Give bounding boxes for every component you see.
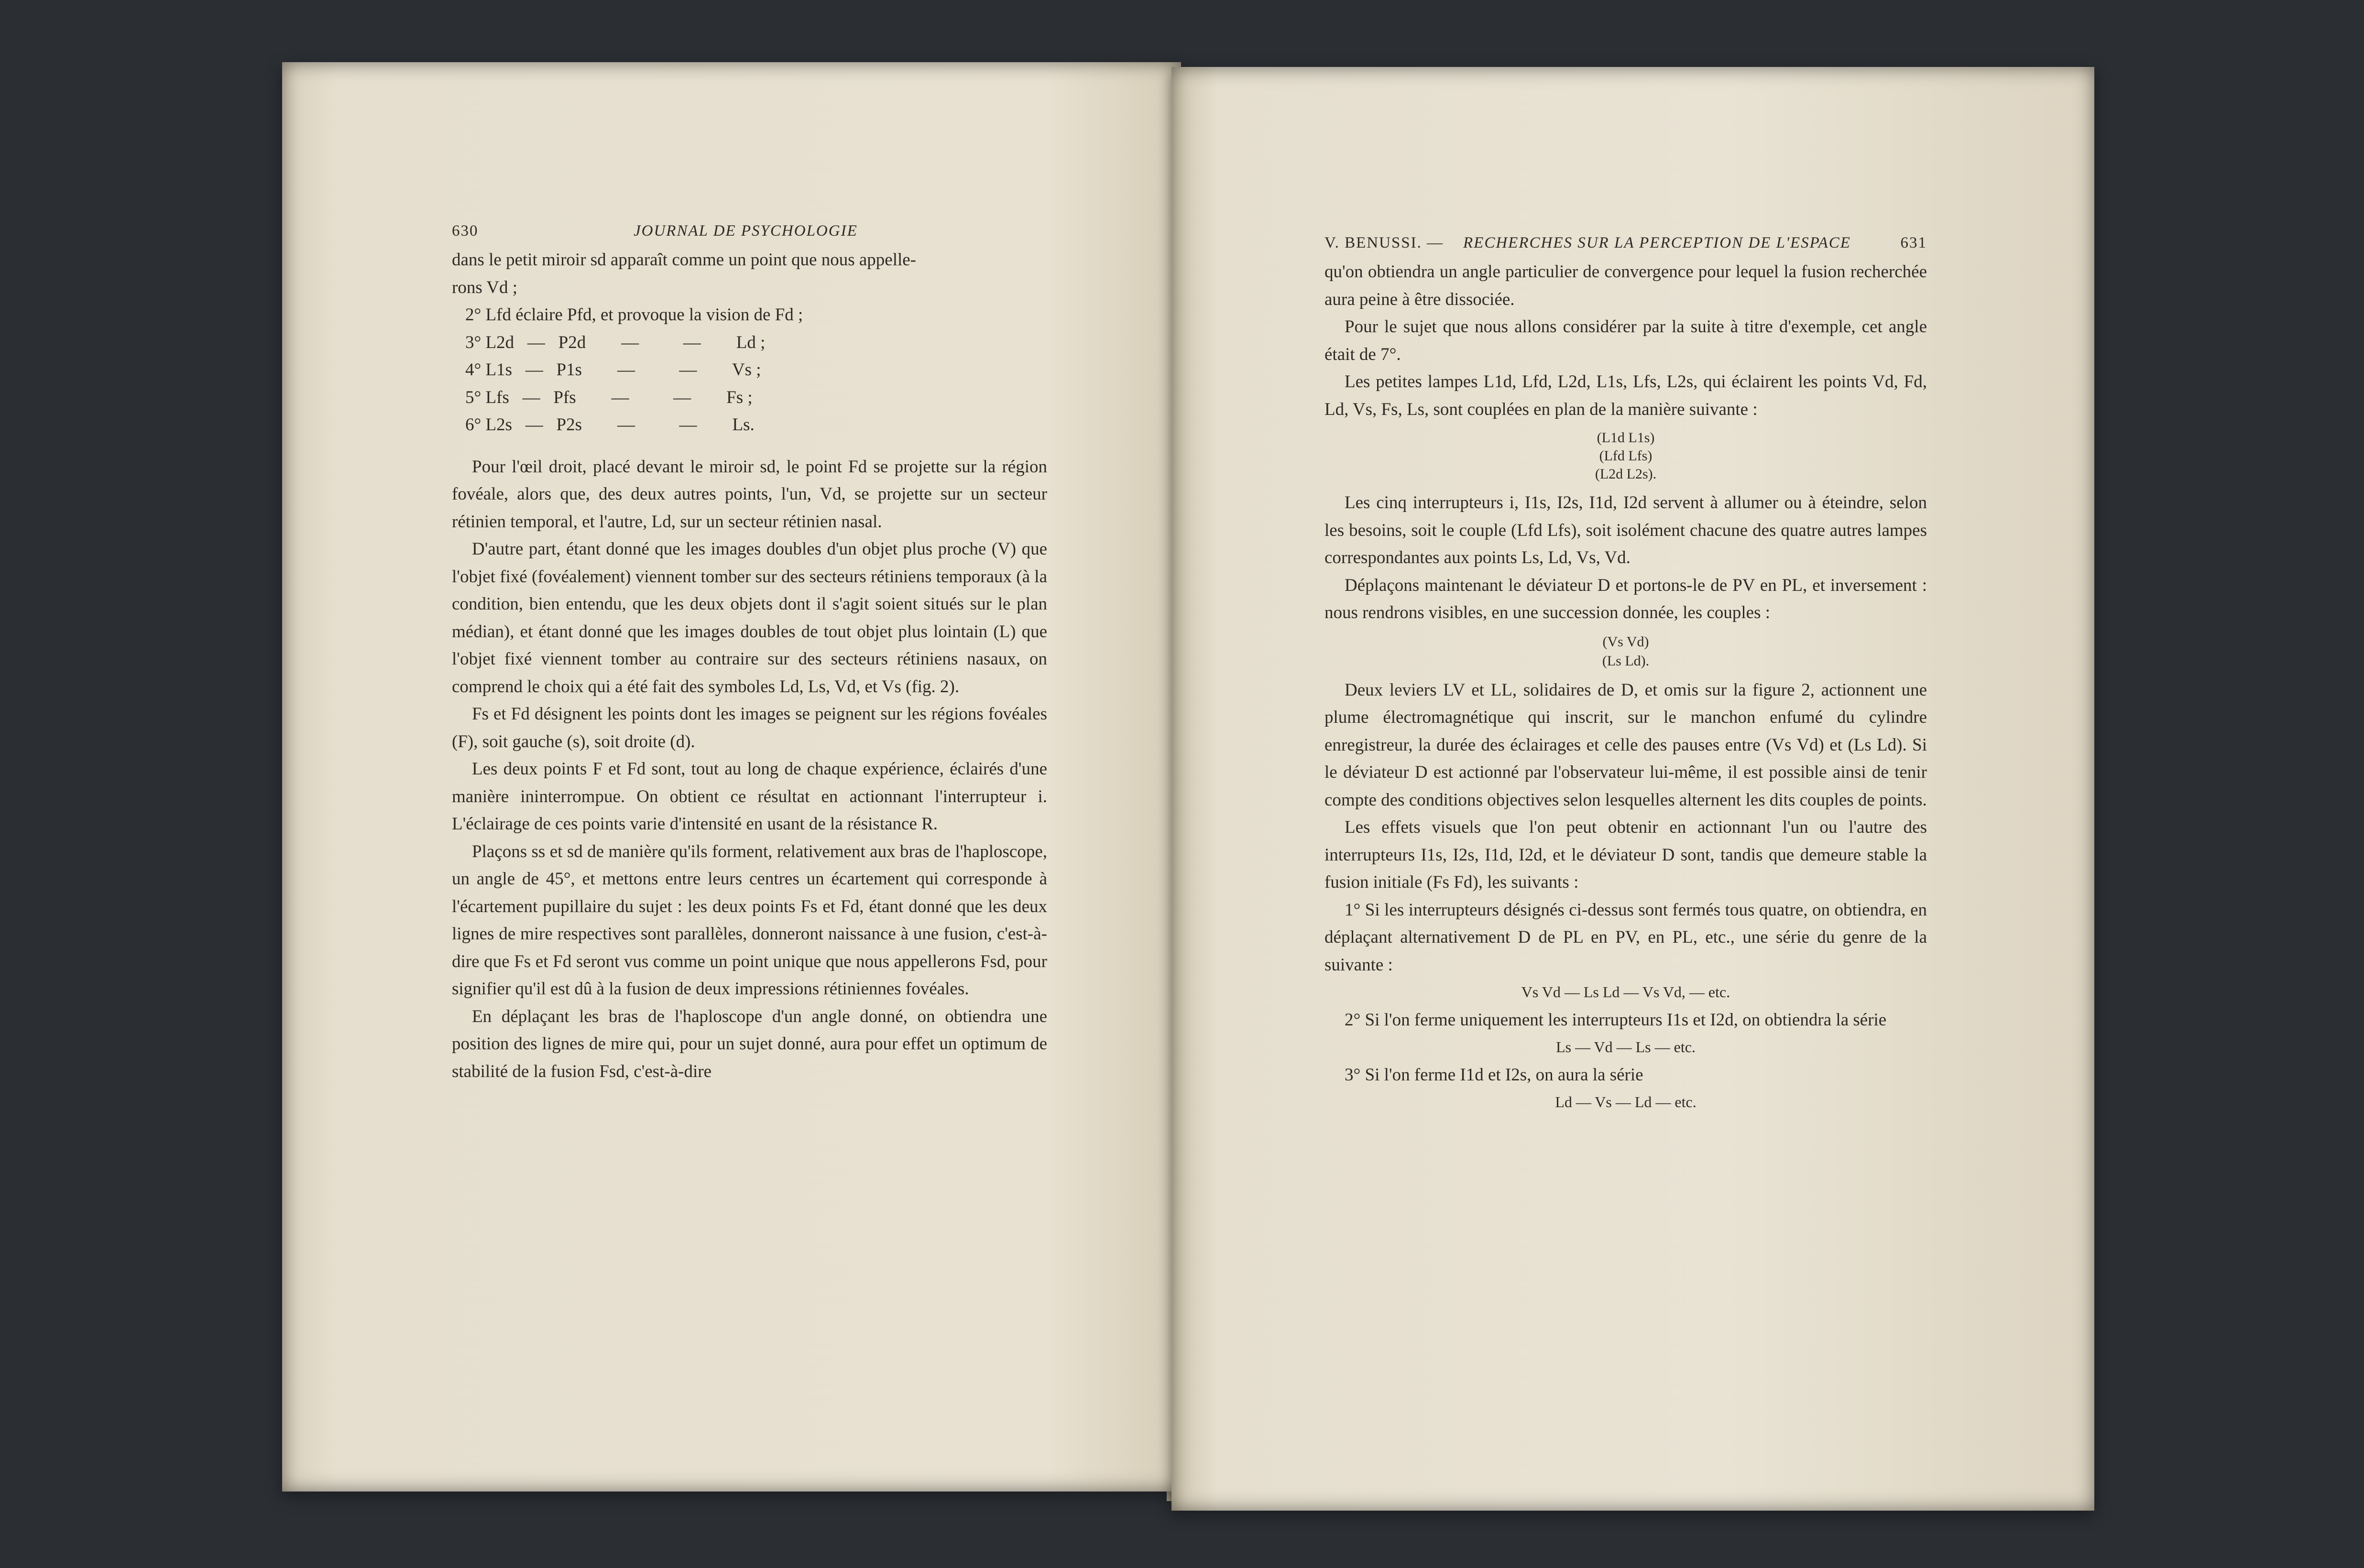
formula-line: (Lfd Lfs) xyxy=(1599,448,1653,464)
article-title: RECHERCHES SUR LA PERCEPTION DE L'ESPACE xyxy=(1463,234,1851,251)
formula-line: Ld — Vs — Ld — etc. xyxy=(1555,1093,1696,1111)
journal-title: JOURNAL DE PSYCHOLOGIE xyxy=(634,222,858,240)
paragraph: Les cinq interrupteurs i, I1s, I2s, I1d, I2d servent à allumer ou à éteindre, selon les besoins, soit le couple (Lfd Lfs), soit isolément chacune des quatre autres lampes correspondantes aux points Ls, Ld, Vs, Vd. xyxy=(1324,493,1927,567)
paragraph: Déplaçons maintenant le déviateur D et portons-le de PV en PL, et inversement : nous rendrons visibles, en une succession donnée, les couples : xyxy=(1324,575,1927,622)
page-number-left: 630 xyxy=(452,222,479,240)
paragraph: Les deux points F et Fd sont, tout au long de chaque expérience, éclairés d'une manière ininterrompue. On obtient ce résultat en actionnant l'interrupteur i. L'éclairage de ces points varie d'intensité en usant de la résistance R. xyxy=(452,759,1047,834)
formula-line: (Vs Vd) xyxy=(1602,633,1649,650)
paragraph: 2° Si l'on ferme uniquement les interrupteurs I1s et I2d, on obtiendra la série xyxy=(1345,1010,1887,1030)
text-line: rons Vd ; xyxy=(452,277,518,297)
paragraph: 3° Si l'on ferme I1d et I2s, on aura la série xyxy=(1345,1065,1643,1085)
paragraph: Les effets visuels que l'on peut obtenir en actionnant l'un ou l'autre des interrupteurs I1s, I2s, I1d, I2d, et le déviateur D sont, tandis que demeure stable la fusion initiale (Fs Fd), les suivants : xyxy=(1324,817,1927,892)
paragraph: D'autre part, étant donné que les images doubles d'un objet plus proche (V) que l'objet fixé (fovéalement) viennent tomber sur des secteurs rétiniens temporaux (à la condition, bien entendu, que les deux objets dont il s'agit soient situés sur le plan médian), et étant donné que les images doubles de tout objet plus lointain (L) que l'objet fixé viennent tomber au contraire sur des secteurs rétiniens nasaux, on comprend le choix qui a été fait des symboles Ld, Ls, Vd, et Vs (fig. 2). xyxy=(452,539,1047,697)
right-running-head xyxy=(1324,229,1927,258)
paragraph: Pour le sujet que nous allons considérer par la suite à titre d'exemple, cet angle était de 7°. xyxy=(1324,317,1927,364)
formula-line: (L1d L1s) xyxy=(1597,430,1655,446)
paragraph: Plaçons ss et sd de manière qu'ils forment, relativement aux bras de l'haploscope, un angle de 45°, et mettons entre leurs centres un écartement qui corresponde à l'écartement pupillaire du sujet : les deux points Fs et Fd, étant donné que les deux lignes de mire respectives sont parallèles, donneront naissance à une fusion, c'est-à-dire que Fs et Fd seront vus comme un point unique que nous appellerons Fsd, pour signifier qu'il est dû à la fusion de deux impressions rétiniennes fovéales. xyxy=(452,841,1047,999)
paragraph: qu'on obtiendra un angle particulier de convergence pour lequel la fusion recherchée aura peine à être dissociée. xyxy=(1324,262,1927,309)
formula-line: (Ls Ld). xyxy=(1602,653,1650,669)
formula-block xyxy=(1324,429,1927,483)
list-item: 4° L1s — P1s — — Vs ; xyxy=(465,360,761,380)
right-page xyxy=(1171,67,2094,1511)
formula-line: Ls — Vd — Ls — etc. xyxy=(1556,1038,1696,1056)
list-item: 3° L2d — P2d — — Ld ; xyxy=(465,332,766,352)
paragraph: Les petites lampes L1d, Lfd, L2d, L1s, Lfs, L2s, qui éclairent les points Vd, Fd, Ld, Vs, Fs, Ls, sont couplées en plan de la manière suivante : xyxy=(1324,372,1927,419)
left-page xyxy=(282,62,1181,1492)
paragraph: Fs et Fd désignent les points dont les images se peignent sur les régions fovéales (F), soit gauche (s), soit droite (d). xyxy=(452,704,1047,751)
right-text-column xyxy=(1324,229,1927,1116)
paragraph: Deux leviers LV et LL, solidaires de D, et omis sur la figure 2, actionnent une plume électromagnétique qui inscrit, sur le manchon enfumé du cylindre enregistreur, la durée des éclairages et celle des pauses entre (Vs Vd) et (Ls Ld). Si le déviateur D est actionné par l'observateur lui-même, il est possible ainsi de tenir compte des conditions objectives selon lesquelles alternent les dits couples de points. xyxy=(1324,680,1927,810)
formula-block xyxy=(1324,632,1927,671)
left-running-head xyxy=(452,218,1047,246)
left-text-column xyxy=(452,218,1047,1085)
formula-line: (L2d L2s). xyxy=(1595,466,1657,482)
list-item: 2° Lfd éclaire Pfd, et provoque la vision de Fd ; xyxy=(465,305,803,325)
formula-line: Vs Vd — Ls Ld — Vs Vd, — etc. xyxy=(1521,983,1730,1001)
list-item: 6° L2s — P2s — — Ls. xyxy=(465,415,755,435)
text-line: dans le petit miroir sd apparaît comme un point que nous appelle- xyxy=(452,250,916,270)
paragraph: Pour l'œil droit, placé devant le miroir sd, le point Fd se projette sur la région fovéale, alors que, des deux autres points, l'un, Vd, se projette sur un secteur rétinien temporal, et l'autre, Ld, sur un secteur rétinien nasal. xyxy=(452,457,1047,532)
paragraph: En déplaçant les bras de l'haploscope d'un angle donné, on obtiendra une position des lignes de mire qui, pour un sujet donné, aura pour effet un optimum de stabilité de la fusion Fsd, c'est-à-dire xyxy=(452,1006,1047,1081)
page-number-right: 631 xyxy=(1900,234,1927,251)
author-name: V. BENUSSI. — xyxy=(1324,234,1444,251)
list-item: 5° Lfs — Pfs — — Fs ; xyxy=(465,387,753,407)
paragraph: 1° Si les interrupteurs désignés ci-dessus sont fermés tous quatre, on obtiendra, en déplaçant alternativement D de PL en PV, en PL, etc., une série du genre de la suivante : xyxy=(1324,900,1927,975)
